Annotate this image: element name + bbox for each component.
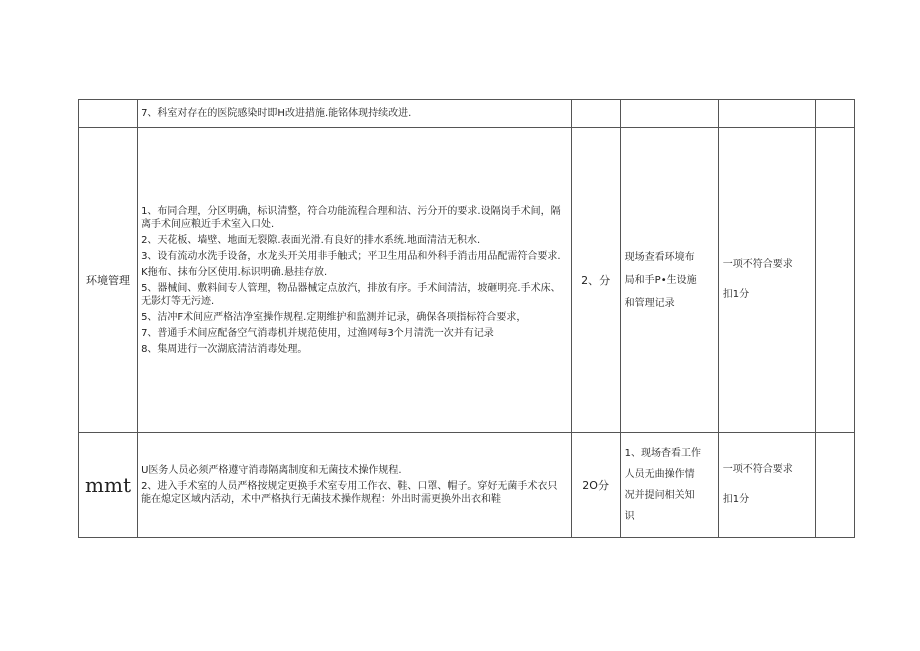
content-cell <box>138 100 572 128</box>
deduct-cell <box>718 100 815 128</box>
score-cell <box>571 100 620 128</box>
method-line: 局和手P•生设施 <box>624 274 697 286</box>
method-line: 人员无曲操作情 <box>624 469 695 480</box>
blank-cell <box>815 128 854 433</box>
deduct-cell <box>718 128 815 433</box>
content-line: 5、器械间、敷料间专人管理，物品器械定点放汽，排放有序。手术间清洁，坡砸明亮.手术床、无影灯等无污迹. <box>141 282 561 307</box>
blank-cell <box>815 433 854 538</box>
method-line: 况并提问相关知 <box>624 490 695 501</box>
standards-table <box>78 99 855 538</box>
content-line: 7、科室对存在的医院感染时即H改进措施.能铭体现持续改进. <box>141 108 412 119</box>
content-line: U医务人员必须严格遵守消毒隔离制度和无菌技术操作规程. <box>141 465 402 476</box>
method-line: 1、现场杳看工作 <box>624 448 702 459</box>
content-line: K拖布、抹布分区使用.标识明确.悬挂存放. <box>141 266 328 278</box>
category-cell: mmt <box>79 433 138 538</box>
method-cell <box>620 100 718 128</box>
blank-cell <box>815 100 854 128</box>
content-line: 3、设有流动水洗手设备，水龙头开关用非手触式；平卫生用品和外科手消击用品配需符合要求. <box>141 250 561 262</box>
method-line: 识 <box>624 511 635 522</box>
deduct-line: 一项不符合要求 <box>722 464 793 475</box>
deduct-line: 扣1分 <box>722 494 750 505</box>
content-line: 5、洁冲F术间应严格洁净室操作规程.定期维护和监测并记录，确保各项指标符合要求， <box>141 311 527 323</box>
deduct-line: 一项不符合要求 <box>722 259 793 270</box>
table-row <box>79 128 855 433</box>
category-cell <box>79 100 138 128</box>
method-cell <box>620 433 718 538</box>
content-line: 1、布同合理，分区明确，标识清整，符合功能流程合理和洁、污分开的要求.设隔岗手术间，隔离手术间应粮近手术室入口处. <box>141 205 561 230</box>
content-line: 8、集周进行一次湖底清洁消毒处理。 <box>141 343 308 355</box>
table-row <box>79 433 855 538</box>
table-row <box>79 100 855 128</box>
content-cell <box>138 128 572 433</box>
content-line: 2、天花板、墙壁、地面无裂隙.表面光滑.有良好的排水系统.地面清洁无积水. <box>141 234 481 246</box>
content-line: 7、普通手术间应配备空气消毒机并规范使用，过渔网每3个月清洗一次并有记录 <box>141 327 494 339</box>
score-cell: 2、分 <box>571 128 620 433</box>
deduct-cell <box>718 433 815 538</box>
method-line: 和管理记录 <box>624 297 675 309</box>
score-cell: 2O分 <box>571 433 620 538</box>
deduct-line: 扣1分 <box>722 289 750 300</box>
method-cell <box>620 128 718 433</box>
category-cell: 环境管理 <box>79 128 138 433</box>
method-line: 现场查看环境布 <box>624 251 695 263</box>
content-cell <box>138 433 572 538</box>
content-line: 2、进入手术室的人员严格按规定更换手术室专用工作衣、鞋、口罩、帽子。穿好无菌手术衣只能在熄定区域内活动，术中严格执行无菌技术操作规程：外出时需更换外出衣和鞋 <box>141 481 558 505</box>
